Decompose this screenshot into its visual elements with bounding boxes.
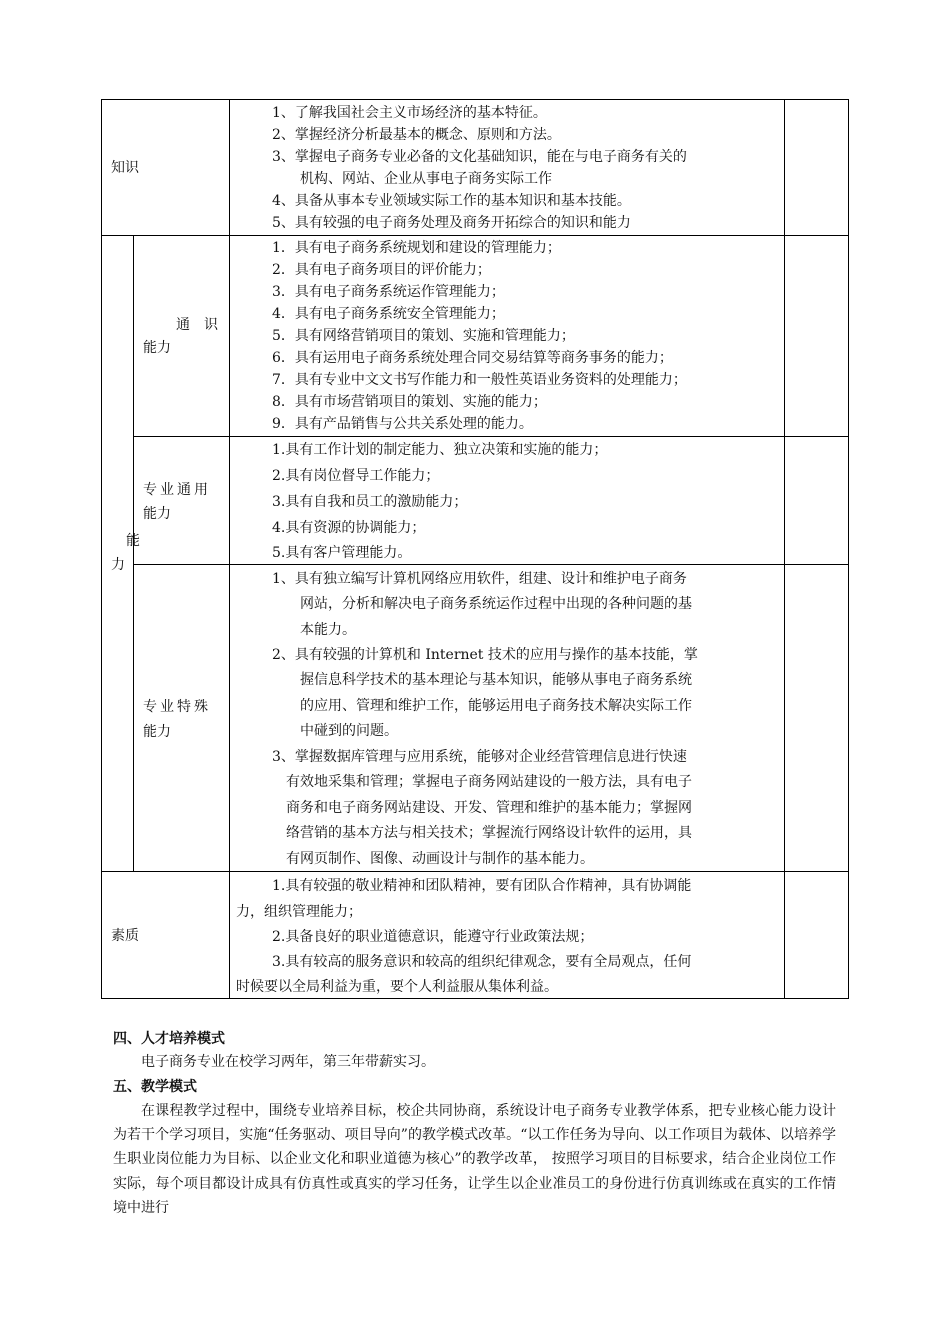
list-item: 5．具有网络营销项目的策划、实施和管理能力；	[272, 328, 575, 344]
professional-ability-label: 专业通用	[143, 482, 211, 498]
list-item: 力，组织管理能力；	[236, 904, 362, 920]
list-item: 3、掌握数据库管理与应用系统，能够对企业经营管理信息进行快速	[272, 749, 687, 765]
list-item: 6．具有运用电子商务系统处理合同交易结算等商务事务的能力；	[272, 350, 673, 366]
list-item: 2.具有岗位督导工作能力；	[272, 468, 440, 484]
list-item: 有网页制作、图像、动画设计与制作的基本能力。	[286, 851, 594, 867]
list-item: 的应用、管理和维护工作，能够运用电子商务技术解决实际工作	[300, 698, 692, 714]
list-item: 握信息科学技术的基本理论与基本知识，能够从事电子商务系统	[300, 672, 692, 688]
list-item: 2.具备良好的职业道德意识，能遵守行业政策法规；	[272, 929, 594, 945]
list-item: 5、具有较强的电子商务处理及商务开拓综合的知识和能力	[272, 215, 631, 231]
general-ability-label: 通 识	[176, 317, 218, 333]
professional-ability-label-2: 能力	[143, 506, 171, 522]
list-item: 1、了解我国社会主义市场经济的基本特征。	[272, 105, 547, 121]
list-item: 网站，分析和解决电子商务系统运作过程中出现的各种问题的基	[300, 596, 692, 612]
list-item: 3.具有较高的服务意识和较高的组织纪律观念，要有全局观点，任何	[272, 954, 692, 970]
list-item: 时候要以全局利益为重，要个人利益服从集体利益。	[236, 979, 558, 995]
list-item: 商务和电子商务网站建设、开发、管理和维护的基本能力；掌握网	[286, 800, 692, 816]
list-item: 2、具有较强的计算机和 Internet 技术的应用与操作的基本技能，掌	[272, 647, 698, 663]
list-item: 中碰到的问题。	[300, 723, 398, 739]
list-item: 4、具备从事本专业领域实际工作的基本知识和基本技能。	[272, 193, 631, 209]
list-item: 8．具有市场营销项目的策划、实施的能力；	[272, 394, 547, 410]
list-item: 9．具有产品销售与公共关系处理的能力。	[272, 416, 533, 432]
quality-label: 素质	[111, 928, 139, 944]
list-item: 1．具有电子商务系统规划和建设的管理能力；	[272, 240, 561, 256]
list-item: 4．具有电子商务系统安全管理能力；	[272, 306, 505, 322]
list-item: 3、掌握电子商务专业必备的文化基础知识，能在与电子商务有关的	[272, 149, 687, 165]
list-item: 3．具有电子商务系统运作管理能力；	[272, 284, 505, 300]
list-item: 络营销的基本方法与相关技术；掌握流行网络设计软件的运用，具	[286, 825, 692, 841]
list-item: 1.具有工作计划的制定能力、独立决策和实施的能力；	[272, 442, 608, 458]
special-ability-label-2: 能力	[143, 724, 171, 740]
section-text-4: 电子商务专业在校学习两年，第三年带薪实习。	[141, 1054, 435, 1070]
list-item: 2．具有电子商务项目的评价能力；	[272, 262, 491, 278]
list-item: 2、掌握经济分析最基本的概念、原则和方法。	[272, 127, 561, 143]
list-item: 5.具有客户管理能力。	[272, 545, 412, 561]
list-item: 有效地采集和管理；掌握电子商务网站建设的一般方法，具有电子	[286, 774, 692, 790]
section-heading-4: 四、人才培养模式	[113, 1031, 225, 1047]
general-ability-label-2: 能力	[143, 340, 171, 356]
ability-label-top: 能	[126, 533, 140, 549]
list-item: 机构、网站、企业从事电子商务实际工作	[300, 171, 552, 187]
list-item: 本能力。	[300, 622, 356, 638]
special-ability-label: 专业特殊	[143, 699, 211, 715]
list-item: 7．具有专业中文文书写作能力和一般性英语业务资料的处理能力；	[272, 372, 687, 388]
list-item: 3.具有自我和员工的激励能力；	[272, 494, 468, 510]
ability-label-bottom: 力	[111, 557, 125, 573]
list-item: 1、具有独立编写计算机网络应用软件，组建、设计和维护电子商务	[272, 571, 687, 587]
list-item: 4.具有资源的协调能力；	[272, 520, 426, 536]
list-item: 1.具有较强的敬业精神和团队精神，要有团队合作精神，具有协调能	[272, 878, 692, 894]
section-text-5: 在课程教学过程中，围绕专业培养目标，校企共同协商，系统设计电子商务专业教学体系，把专业核心能力设计为若干个学习项目，实施“任务驱动、项目导向”的教学模式改革。“以工作任务为导向、以工作项目为载体、以培养学生职业岗位能力为目标、以企业文化和职业道德为核心”的教学改革， 按照学习项目的目标要求，结合企业岗位工作实际，每个项目都设计成具有仿真性或真实的学习任务，让学生以企业准员工的身份进行仿真训练或在真实的工作情境中进行	[113, 1103, 836, 1216]
section-heading-5: 五、教学模式	[113, 1079, 197, 1095]
knowledge-label: 知识	[111, 160, 139, 176]
